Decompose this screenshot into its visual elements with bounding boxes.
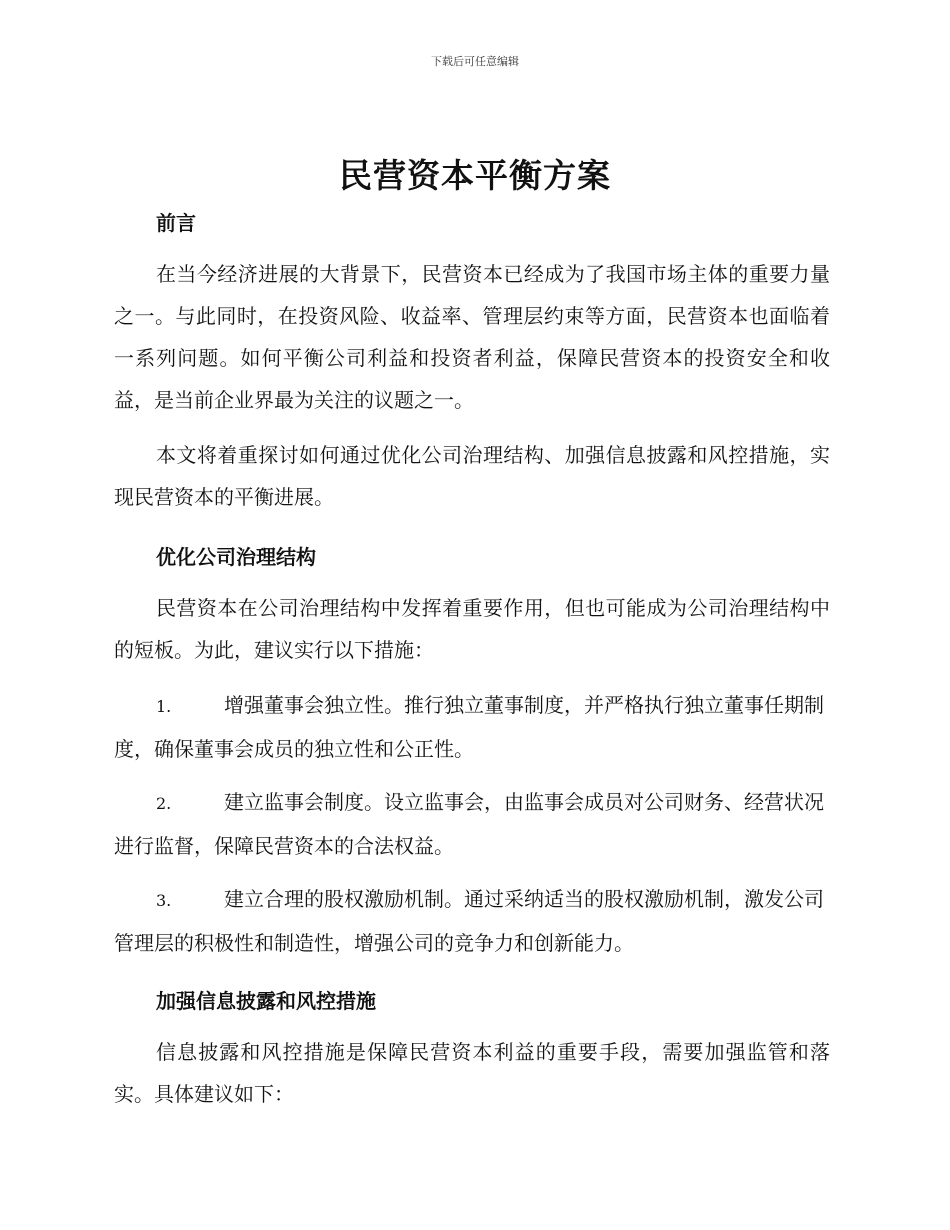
list-item [114, 878, 830, 964]
list-item-text: 增强董事会独立性。推行独立董事制度，并严格执行独立董事任期制度，确保董事会成员的独立性和公正性。 [114, 693, 824, 761]
section-heading-preface: 前言 [156, 211, 196, 235]
paragraph: 民营资本在公司治理结构中发挥着重要作用，但也可能成为公司治理结构中的短板。为此，建议实行以下措施： [114, 596, 830, 662]
list-number: 3. [156, 891, 172, 910]
list-number: 2. [156, 794, 172, 813]
header-note: 下载后可任意编辑 [431, 55, 519, 68]
paragraph: 信息披露和风控措施是保障民营资本利益的重要手段，需要加强监管和落实。具体建议如下： [114, 1040, 830, 1106]
section-heading-governance: 优化公司治理结构 [156, 545, 316, 569]
paragraph: 在当今经济进展的大背景下，民营资本已经成为了我国市场主体的重要力量之一。与此同时，在投资风险、收益率、管理层约束等方面，民营资本也面临着一系列问题。如何平衡公司利益和投资者利益，保障民营资本的投资安全和收益，是当前企业界最为关注的议题之一。 [114, 262, 830, 412]
list-item-text: 建立监事会制度。设立监事会，由监事会成员对公司财务、经营状况进行监督，保障民营资本的合法权益。 [114, 790, 824, 858]
document-title: 民营资本平衡方案 [339, 156, 611, 195]
list-item-text: 建立合理的股权激励机制。通过采纳适当的股权激励机制，激发公司管理层的积极性和制造性，增强公司的竞争力和创新能力。 [114, 887, 824, 955]
section-heading-disclosure: 加强信息披露和风控措施 [156, 989, 376, 1013]
list-item [114, 781, 830, 867]
paragraph: 本文将着重探讨如何通过优化公司治理结构、加强信息披露和风控措施，实现民营资本的平衡进展。 [114, 443, 830, 509]
list-number: 1. [156, 697, 172, 716]
list-item [114, 684, 830, 770]
